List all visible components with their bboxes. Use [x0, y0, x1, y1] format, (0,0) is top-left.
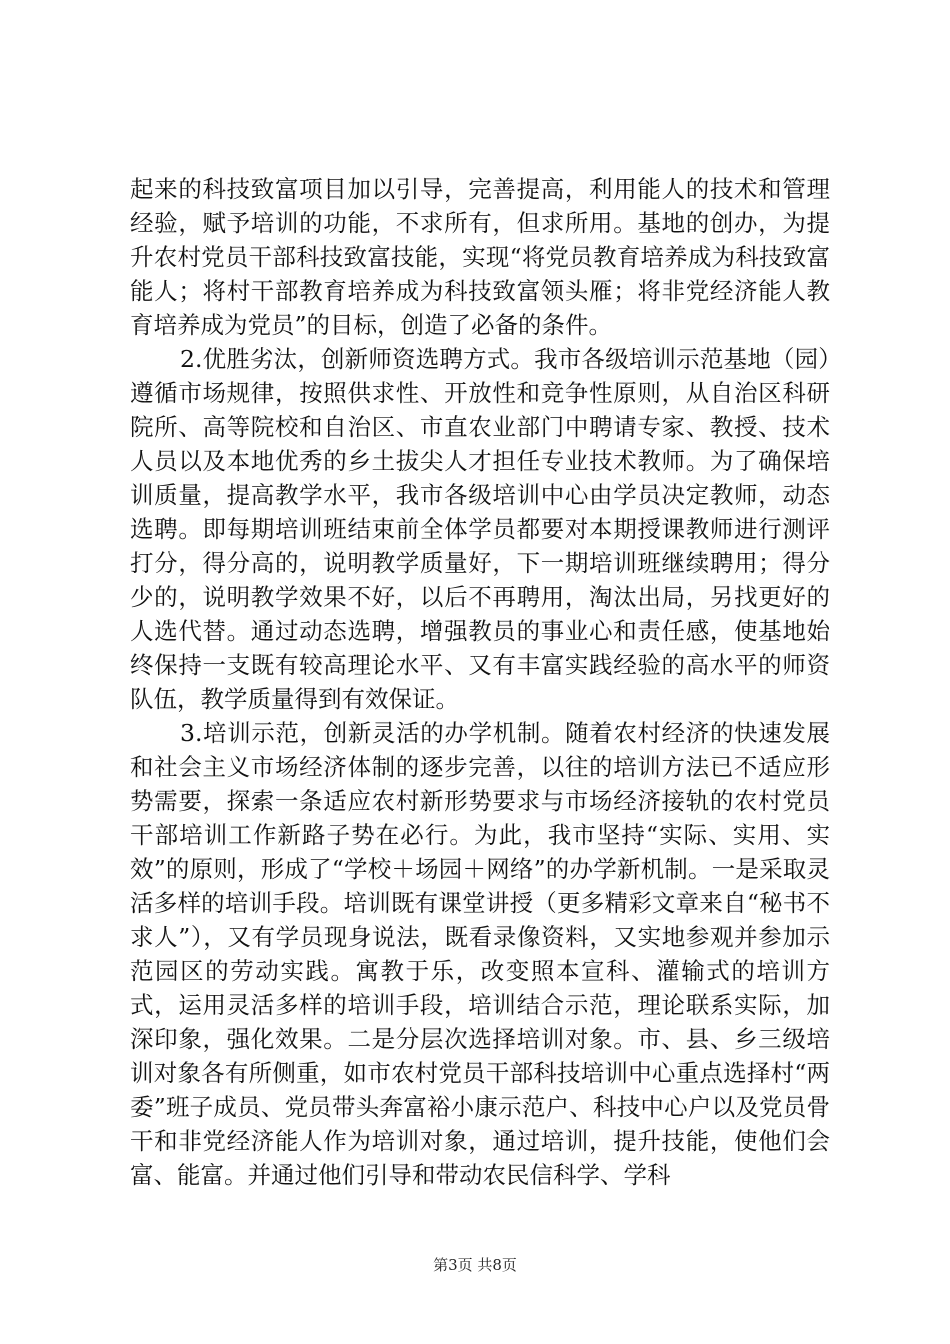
paragraph-training-mechanism: 3.培训示范，创新灵活的办学机制。随着农村经济的快速发展和社会主义市场经济体制的逐步完善，以往的培训方法已不适应形势需要，探索一条适应农村新形势要求与市场经济接轨的农村党员干部培训工作新路子势在必行。为此，我市坚持“实际、实用、实效”的原则，形成了“学校＋场园＋网络”的办学新机制。一是采取灵活多样的培训手段。培训既有课堂讲授（更多精彩文章来自“秘书不求人”），又有学员现身说法，既看录像资料，又实地参观并参加示范园区的劳动实践。寓教于乐，改变照本宣科、灌输式的培训方式，运用灵活多样的培训手段，培训结合示范，理论联系实际，加深印象，强化效果。二是分层次选择培训对象。市、县、乡三级培训对象各有所侧重，如市农村党员干部科技培训中心重点选择村“两委”班子成员、党员带头奔富裕小康示范户、科技中心户以及党员骨干和非党经济能人作为培训对象，通过培训，提升技能，使他们会富、能富。并通过他们引导和带动农民信科学、学科 — [130, 719, 830, 1189]
paragraph-teacher-selection: 2.优胜劣汰，创新师资选聘方式。我市各级培训示范基地（园）遵循市场规律，按照供求性、开放性和竞争性原则，从自治区科研院所、高等院校和自治区、市直农业部门中聘请专家、教授、技术人员以及本地优秀的乡土拔尖人才担任专业技术教师。为了确保培训质量，提高教学水平，我市各级培训中心由学员决定教师，动态选聘。即每期培训班结束前全体学员都要对本期授课教师进行测评打分，得分高的，说明教学质量好，下一期培训班继续聘用；得分少的，说明教学效果不好，以后不再聘用，淘汰出局，另找更好的人选代替。通过动态选聘，增强教员的事业心和责任感，使基地始终保持一支既有较高理论水平、又有丰富实践经验的高水平的师资队伍，教学质量得到有效保证。 — [130, 345, 830, 713]
document-body — [130, 172, 830, 1192]
page-footer: 第3页 共8页 — [433, 1256, 517, 1274]
paragraph-continuation: 起来的科技致富项目加以引导，完善提高，利用能人的技术和管理经验，赋予培训的功能，不求所有，但求所用。基地的创办，为提升农村党员干部科技致富技能，实现“将党员教育培养成为科技致富能人；将村干部教育培养成为科技致富领头雁；将非党经济能人教育培养成为党员”的目标，创造了必备的条件。 — [130, 175, 830, 339]
